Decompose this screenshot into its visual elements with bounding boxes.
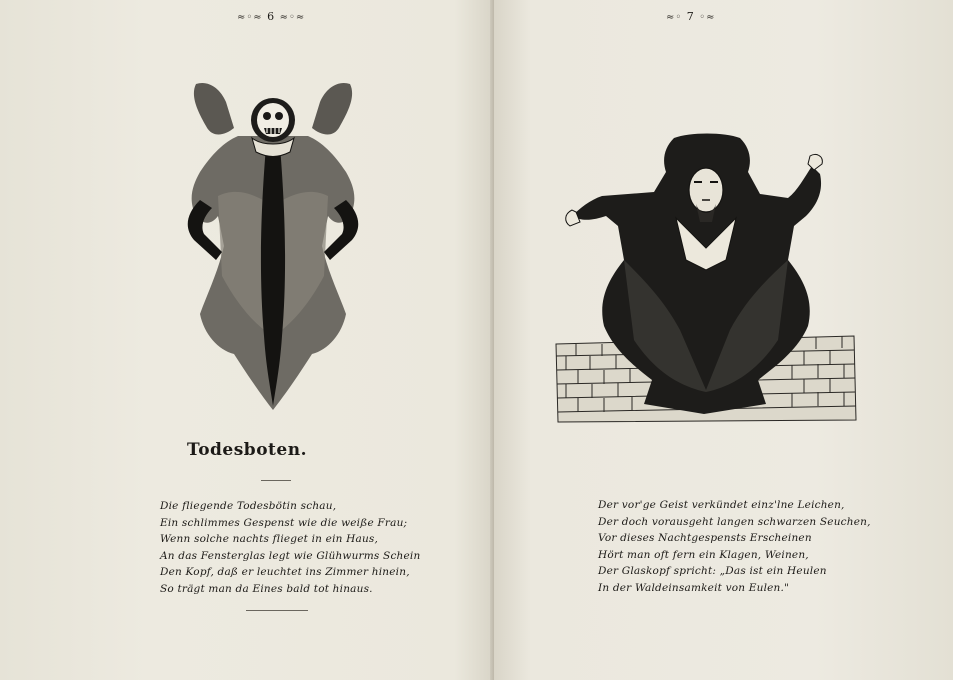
ornament-right-icon: ≈◦≈ bbox=[279, 12, 306, 23]
poem-line: Der Glaskopf spricht: „Das ist ein Heulen bbox=[598, 565, 827, 578]
right-page bbox=[494, 0, 953, 680]
ornament-left-icon: ≈◦ bbox=[666, 12, 683, 23]
title-divider bbox=[261, 480, 291, 481]
ornament-right-icon: ◦≈ bbox=[699, 12, 716, 23]
left-poem bbox=[160, 498, 420, 598]
poem-line: Vor dieses Nachtgespensts Erscheinen bbox=[598, 532, 812, 545]
poem-line: An das Fensterglas legt wie Glühwurms Schein bbox=[160, 549, 421, 562]
poem-line: Der doch vorausgeht langen schwarzen Seuchen, bbox=[598, 515, 871, 528]
poem-line: Der vor'ge Geist verkündet einz'lne Leichen, bbox=[598, 499, 845, 511]
poem-line: So trägt man da Eines bald tot hinaus. bbox=[160, 582, 373, 595]
right-page-number: ≈◦ 7 ◦≈ bbox=[666, 10, 716, 23]
poem-title: Todesboten. bbox=[187, 440, 307, 460]
left-page-number: ≈◦≈ 6 ≈◦≈ bbox=[237, 10, 306, 23]
right-poem bbox=[598, 497, 871, 597]
poem-line: Die fliegende Todesbötin schau, bbox=[160, 500, 337, 512]
inkblot-death-messenger-illustration bbox=[178, 76, 368, 412]
poem-end-divider bbox=[246, 610, 308, 611]
poem-line: Ein schlimmes Gespenst wie die weiße Frau; bbox=[160, 516, 408, 529]
inkblot-glass-head-ghost-illustration bbox=[554, 130, 858, 426]
ornament-left-icon: ≈◦≈ bbox=[237, 12, 263, 23]
poem-line: In der Waldeinsamkeit von Eulen." bbox=[598, 581, 790, 594]
poem-line: Hört man oft fern ein Klagen, Weinen, bbox=[598, 548, 809, 561]
poem-line: Den Kopf, daß er leuchtet ins Zimmer hinein, bbox=[160, 566, 410, 579]
poem-line: Wenn solche nachts flieget in ein Haus, bbox=[160, 533, 379, 546]
